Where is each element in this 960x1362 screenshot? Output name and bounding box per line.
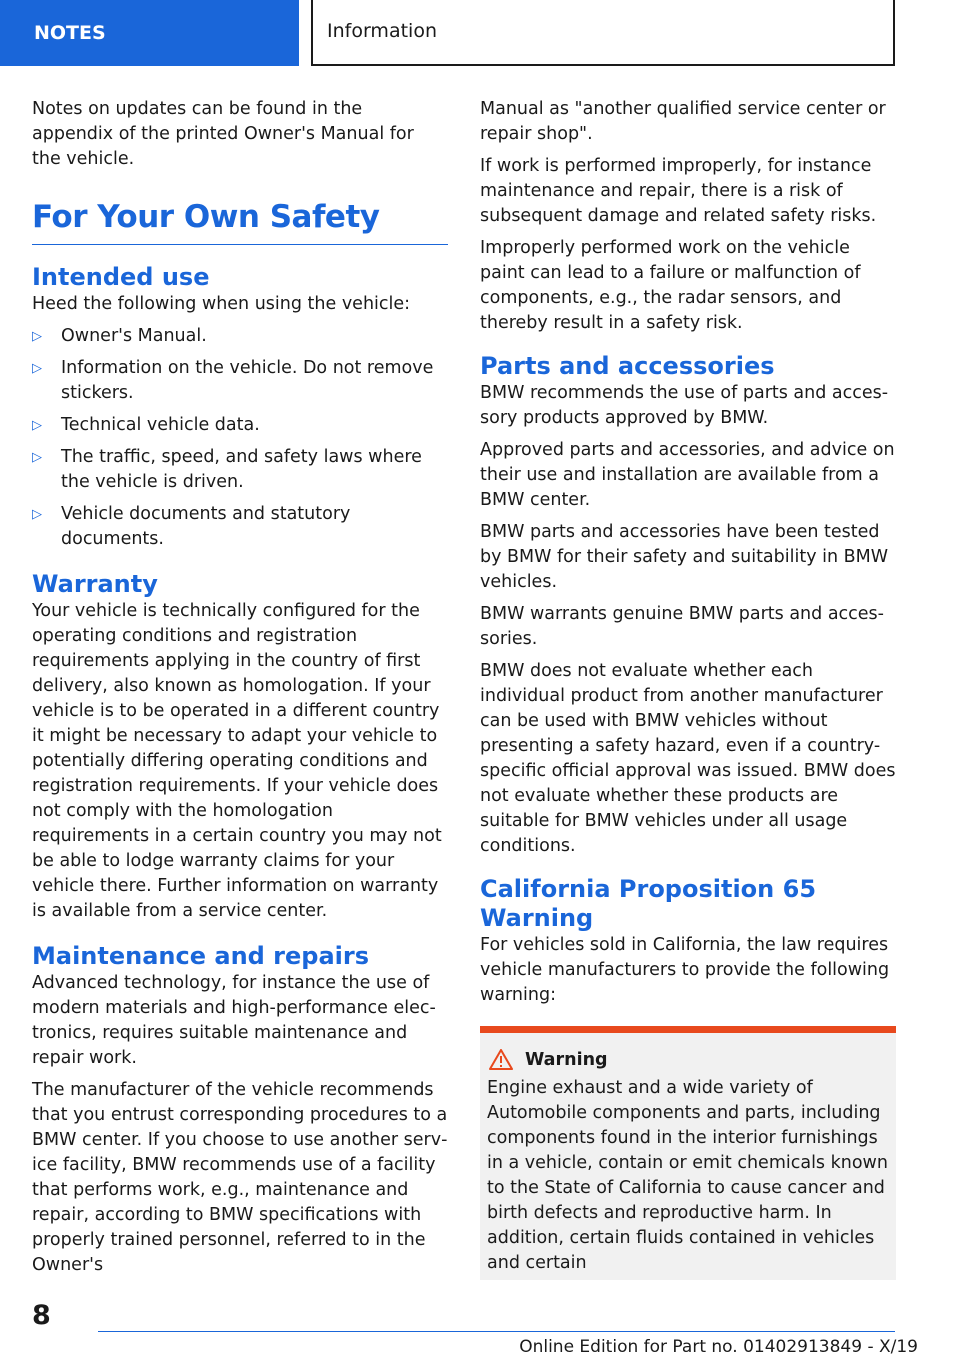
parts-paragraph-3: BMW parts and accessories have been tested by BMW for their safety and suitability in BMW vehicles.	[480, 522, 889, 592]
warning-box	[480, 1026, 896, 1280]
paint-paragraph: Improperly performed work on the vehicle paint can lead to a failure or malfunction of components, e.g., the radar sensors, and thereby result in a safety risk.	[480, 238, 861, 333]
prop65-paragraph: For vehicles sold in California, the law requires vehicle manufacturers to provide the following warning:	[480, 935, 890, 1005]
list-item: ▷ The traffic, speed, and safety laws where the vehicle is driven.	[32, 447, 422, 492]
list-item: ▷ Information on the vehicle. Do not remove stickers.	[32, 358, 434, 403]
triangle-bullet-icon: ▷	[32, 329, 42, 344]
warning-triangle-icon	[489, 1049, 513, 1070]
intended-use-lead: Heed the following when using the vehicle:	[32, 294, 411, 314]
page-number: 8	[32, 1300, 51, 1331]
section-tab: NOTES	[0, 0, 299, 66]
intended-use-heading: Intended use	[32, 263, 210, 291]
parts-paragraph-4: BMW warrants genuine BMW parts and accessories.	[480, 604, 884, 649]
footer-edition: Online Edition for Part no. 01402913849 - X/19	[519, 1337, 918, 1357]
parts-paragraph-5: BMW does not evaluate whether each individual product from another manufacturer can be used with BMW vehicles without presenting a safety hazard, even if a country-specific official approval was issued. BMW does not evaluate whether these products are suitable for BMW vehicles under all usage conditions.	[480, 661, 896, 856]
warning-text: Engine exhaust and a wide variety of Automobile components and parts, including components found in the interior furnishings in a vehicle, contain or emit chemicals known to the State of California to cause cancer and birth defects and reproductive harm. In addition, certain fluids contained in vehicles and certain	[487, 1078, 888, 1273]
triangle-bullet-icon: ▷	[32, 361, 42, 376]
triangle-bullet-icon: ▷	[32, 507, 42, 522]
parts-heading: Parts and accessories	[480, 352, 775, 380]
maintenance-paragraph-1: Advanced technology, for instance the use of modern materials and high-performance electronics, requires suitable maintenance and repair work.	[32, 973, 436, 1068]
parts-paragraph-1: BMW recommends the use of parts and accessory products approved by BMW.	[480, 383, 889, 428]
warranty-paragraph: Your vehicle is technically configured for the operating conditions and registration requirements applying in the country of first delivery, also known as homologation. If your vehicle is to be operated in a different country it might be necessary to adapt your vehicle to potentially differing operating conditions and registration requirements. If your vehicle does not comply with the homologation requirements in a certain country you may not be able to lodge warranty claims for your vehicle there. Further information on warranty is available from a service center.	[32, 601, 442, 921]
list-item: ▷ Owner's Manual.	[32, 324, 448, 349]
left-column	[32, 97, 448, 1285]
safety-heading: For Your Own Safety	[32, 198, 448, 245]
maintenance-heading: Maintenance and repairs	[32, 942, 370, 970]
prop65-heading: California Proposition 65 Warning	[480, 875, 817, 932]
maintenance-continued: Manual as "another qualified service center or repair shop".	[480, 99, 886, 144]
list-item: ▷ Technical vehicle data.	[32, 413, 448, 438]
intro-paragraph: Notes on updates can be found in the appendix of the printed Owner's Manual for the vehicle.	[32, 99, 414, 169]
triangle-bullet-icon: ▷	[32, 418, 42, 433]
improper-work-paragraph: If work is performed improperly, for instance maintenance and repair, there is a risk of subsequent damage and related safety risks.	[480, 156, 877, 226]
right-column	[480, 97, 896, 1280]
footer-divider	[98, 1331, 895, 1332]
intended-use-list	[32, 324, 448, 552]
parts-paragraph-2: Approved parts and accessories, and advice on their use and installation are available from a BMW center.	[480, 440, 895, 510]
warranty-heading: Warranty	[32, 570, 158, 598]
maintenance-paragraph-2: The manufacturer of the vehicle recommends that you entrust corresponding procedures to a BMW center. If you choose to use another service facility, BMW recommends use of a facility that performs work, e.g., maintenance and repair, according to BMW specifications with properly trained personnel, referred to in the Owner's	[32, 1080, 448, 1275]
chapter-title: Information	[311, 0, 895, 66]
warning-title: Warning	[525, 1049, 608, 1070]
list-item: ▷ Vehicle documents and statutory documents.	[32, 504, 351, 549]
warning-title-row	[487, 1049, 888, 1070]
triangle-bullet-icon: ▷	[32, 450, 42, 465]
